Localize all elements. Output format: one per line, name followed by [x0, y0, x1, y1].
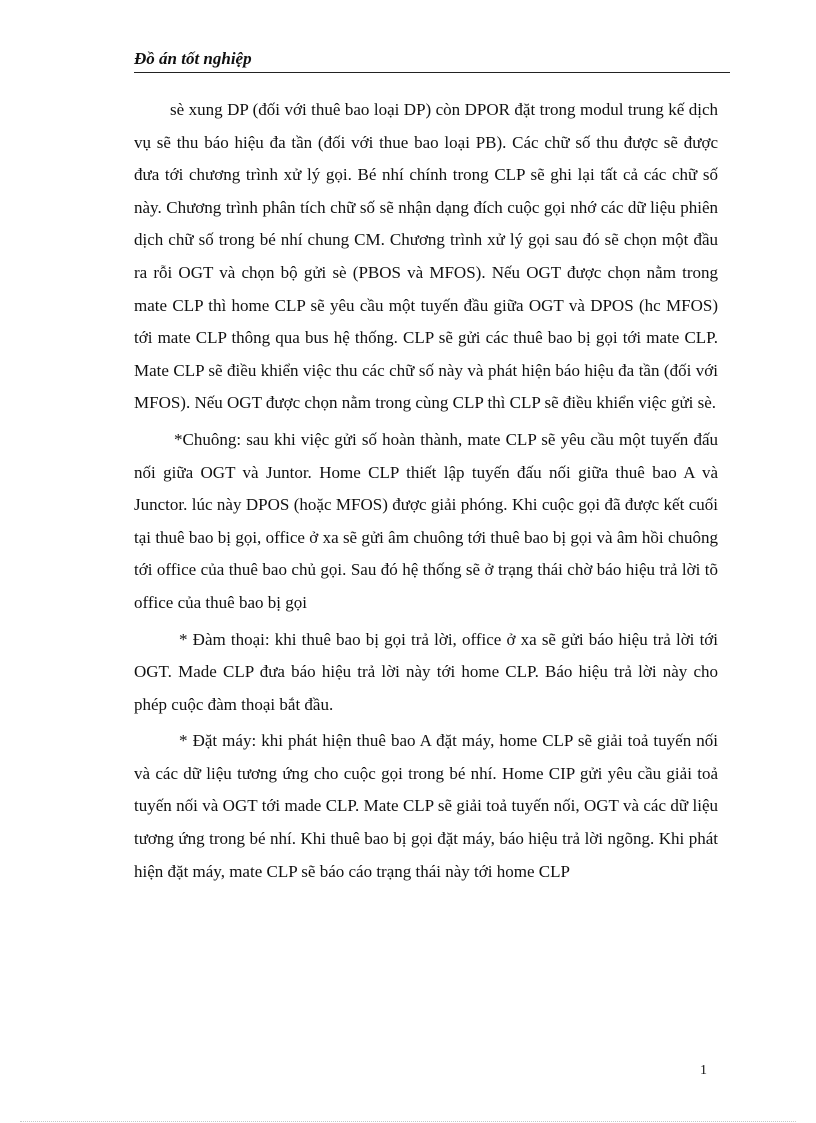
- paragraph-conversation: * Đàm thoại: khi thuê bao bị gọi trả lời, office ở xa sẽ gửi báo hiệu trả lời tới OGT. Made CLP đưa báo hiệu trả lời này tới home CLP. Báo hiệu trả lời này cho phép cuộc đàm thoại bắt đầu.: [134, 629, 718, 714]
- page-number: 1: [700, 1063, 707, 1078]
- document-body: [134, 94, 718, 888]
- paragraph-call-setup: sè xung DP (đối với thuê bao loại DP) còn DPOR đặt trong modul trung kế dịch vụ sẽ thu báo hiệu đa tần (đối với thue bao loại PB). Các chữ số thu được sẽ được đưa tới chương trình xử lý gọi. Bé nhí chính trong CLP sẽ ghi lại tất cả các chữ số này. Chương trình phân tích chữ số sẽ nhận dạng đích cuộc gọi nhớ các dữ liệu phiên dịch chữ số trong bé nhí chung CM. Chương trình xử lý gọi sau đó sẽ chọn một đầu ra rỗi OGT và chọn bộ gửi sè (PBOS và MFOS). Nếu OGT được chọn nằm trong mate CLP thì home CLP sẽ yêu cầu một tuyến đầu giữa OGT và DPOS (hc MFOS) tới mate CLP thông qua bus hệ thống. CLP sẽ gửi các thuê bao bị gọi tới mate CLP. Mate CLP sẽ điều khiển việc thu các chữ số này và phát hiện báo hiệu đa tần (đối với MFOS). Nếu OGT được chọn nằm trong cùng CLP thì CLP sẽ điều khiển việc gửi sè.: [134, 100, 718, 413]
- paragraph-ringing: *Chuông: sau khi việc gửi số hoàn thành, mate CLP sẽ yêu cầu một tuyến đấu nối giữa OGT và Juntor. Home CLP thiết lập tuyến đấu nối giữa thuê bao A và Junctor. lúc này DPOS (hoặc MFOS) được giải phóng. Khi cuộc gọi đã được kết cuối tại thuê bao bị gọi, office ở xa sẽ gửi âm chuông tới thuê bao bị gọi và âm hồi chuông tới office của thuê bao chủ gọi. Sau đó hệ thống sẽ ở trạng thái chờ báo hiệu trả lời tõ office của thuê bao bị gọi: [134, 429, 718, 612]
- header-divider: [134, 72, 730, 73]
- document-header-title: Đồ án tốt nghiệp: [134, 49, 252, 68]
- paragraph-hang-up: * Đặt máy: khi phát hiện thuê bao A đặt máy, home CLP sẽ giải toả tuyến nối và các dữ liệu tương ứng cho cuộc gọi trong bé nhí. Home CIP gửi yêu cầu giải toả tuyến nối và OGT tới made CLP. Mate CLP sẽ giải toả tuyến nối, OGT và các dữ liệu tương ứng trong bé nhí. Khi thuê bao bị gọi đặt máy, báo hiệu trả lời ngõng. Khi phát hiện đặt máy, mate CLP sẽ báo cáo trạng thái này tới home CLP: [134, 731, 718, 881]
- page-bottom-divider: [20, 1121, 796, 1122]
